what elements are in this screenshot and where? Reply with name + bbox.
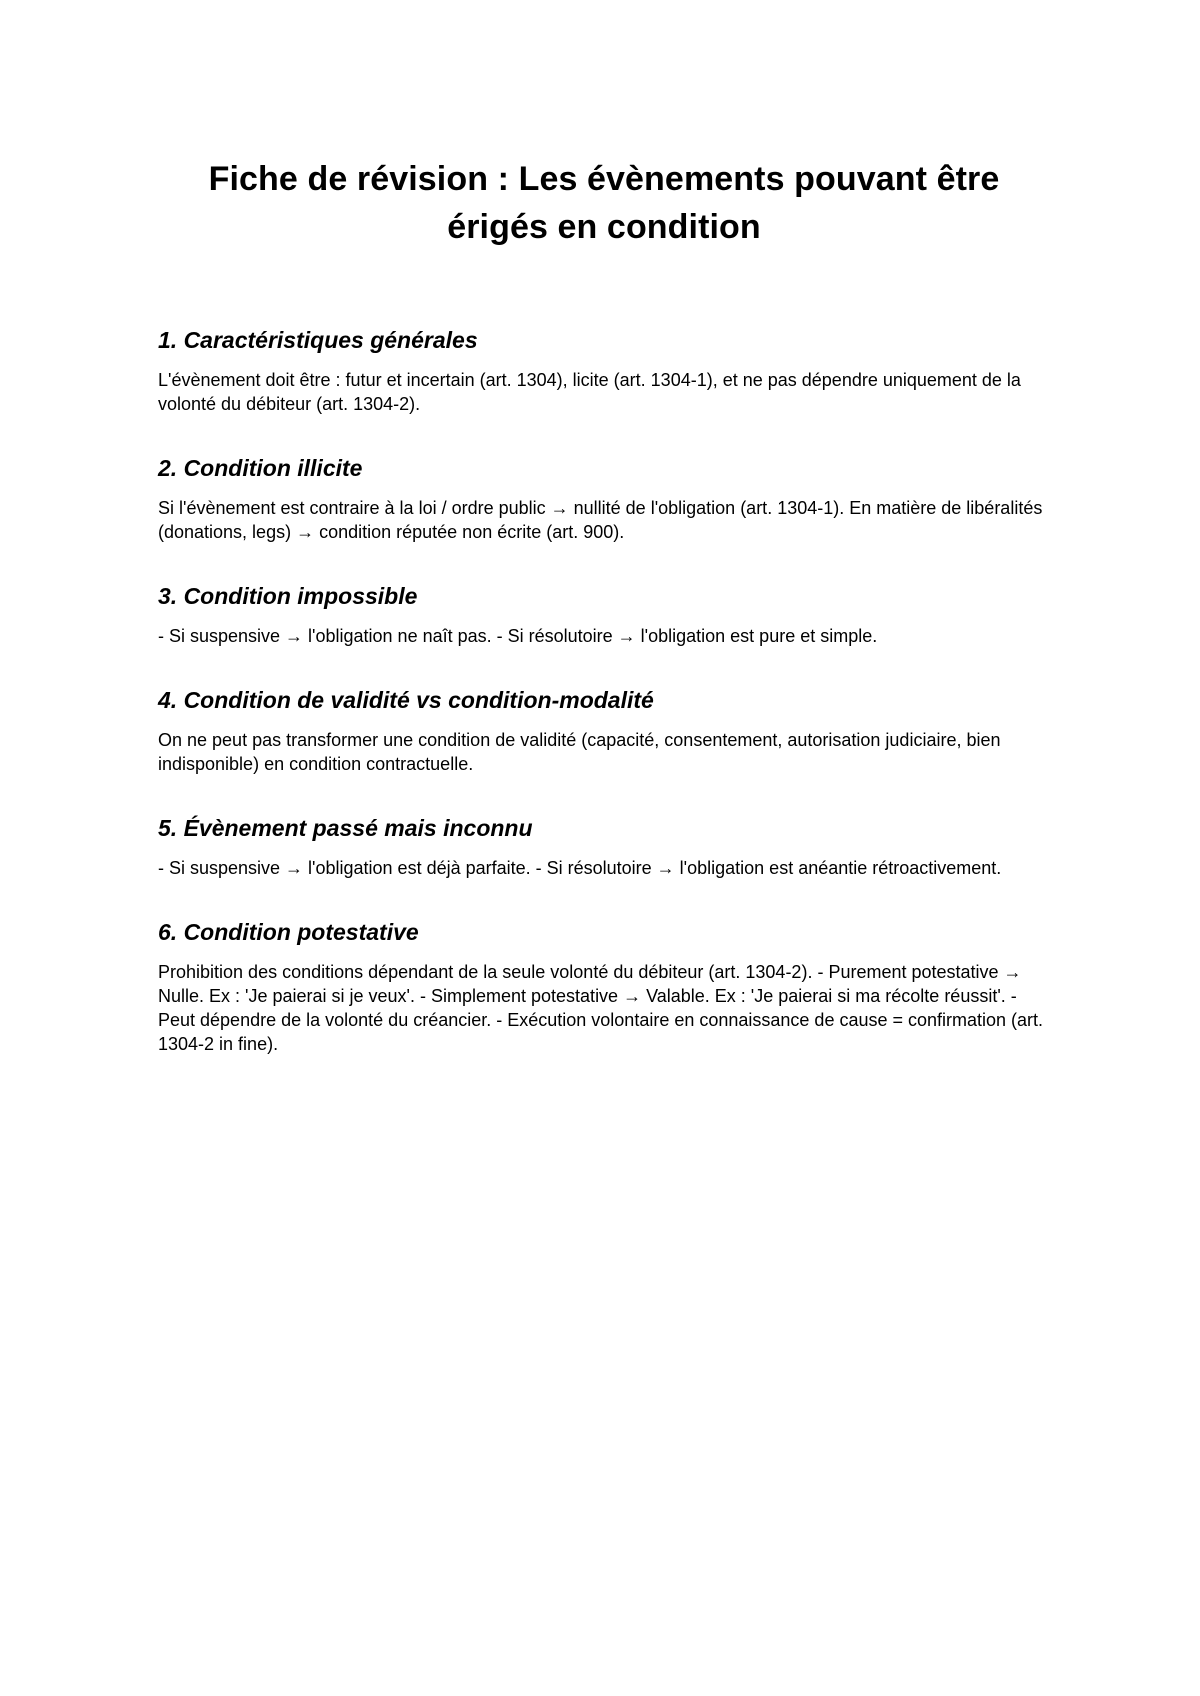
section-text: - Si suspensive → l'obligation est déjà parfaite. - Si résolutoire → l'obligation est anéantie rétroactivement.	[158, 858, 1002, 878]
section-text: Si l'évènement est contraire à la loi / ordre public → nullité de l'obligation (art. 1304-1). En matière de libéralités (donations, legs) → condition réputée non écrite (art. 900).	[158, 498, 1043, 542]
section-past-unknown-event	[158, 814, 1050, 880]
section-heading: 3. Condition impossible	[158, 583, 418, 609]
section-illicit-condition	[158, 454, 1050, 544]
section-heading: 5. Évènement passé mais inconnu	[158, 815, 533, 841]
section-heading: 1. Caractéristiques générales	[158, 327, 478, 353]
section-heading: 2. Condition illicite	[158, 455, 363, 481]
section-heading: 4. Condition de validité vs condition-modalité	[158, 687, 654, 713]
sections-list	[158, 326, 1050, 1056]
section-impossible-condition	[158, 582, 1050, 648]
section-potestative-condition	[158, 918, 1050, 1056]
section-heading: 6. Condition potestative	[158, 919, 419, 945]
section-text: On ne peut pas transformer une condition de validité (capacité, consentement, autorisation judiciaire, bien indisponible) en condition contractuelle.	[158, 730, 1001, 774]
section-text: Prohibition des conditions dépendant de la seule volonté du débiteur (art. 1304-2). - Purement potestative → Nulle. Ex : 'Je paierai si je veux'. - Simplement potestative → Valable. Ex : 'Je paierai si ma récolte réussit'. - Peut dépendre de la volonté du créancier. - Exécution volontaire en connaissance de cause = confirmation (art. 1304-2 in fine).	[158, 962, 1044, 1054]
section-validity-vs-modality	[158, 686, 1050, 776]
section-text: L'évènement doit être : futur et incertain (art. 1304), licite (art. 1304-1), et ne pas dépendre uniquement de la volonté du débiteur (art. 1304-2).	[158, 370, 1021, 414]
document-title: Fiche de révision : Les évènements pouvant être érigés en condition	[208, 160, 1000, 246]
document-page	[158, 155, 1050, 1094]
section-text: - Si suspensive → l'obligation ne naît pas. - Si résolutoire → l'obligation est pure et simple.	[158, 626, 878, 646]
section-general-characteristics	[158, 326, 1050, 416]
